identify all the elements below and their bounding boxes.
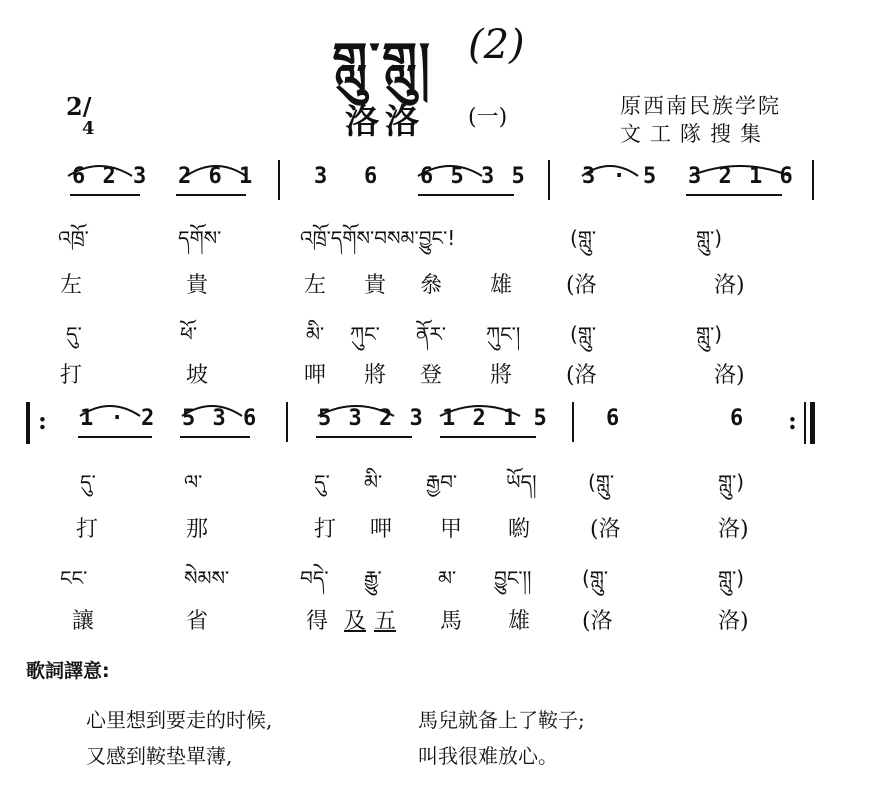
note-group: 5 3 2 3 (318, 406, 425, 431)
chinese-lyric: 將 (490, 363, 513, 388)
chinese-lyric: 那 (186, 517, 209, 542)
tibetan-lyric: ཕོ་ (180, 322, 198, 346)
note-group: 2 6 1 (178, 164, 255, 189)
tibetan-lyric: (གླུ་ (588, 470, 615, 494)
chinese-lyric: 洛) (718, 517, 749, 542)
song-subtitle: (一) (468, 105, 508, 130)
tibetan-lyric: (གླུ་ (570, 322, 597, 346)
tibetan-lyric: འཁྲོ་དགོས་བསམ་བྱུང་! (300, 226, 456, 250)
tibetan-lyric: མི་ (364, 470, 383, 494)
beam-line (440, 436, 536, 438)
tibetan-lyric: རྒྱུ་ (364, 566, 382, 590)
tibetan-lyric: དུ་ (66, 322, 82, 346)
note-group: 6 2 3 (72, 164, 149, 189)
note-group: 1 · 2 (80, 406, 157, 431)
tibetan-lyric: གླུ་) (718, 470, 745, 494)
bar-line (812, 160, 814, 200)
chinese-lyric: 呷 (370, 517, 393, 542)
chinese-lyric: 打 (76, 517, 99, 542)
translation-line: 馬兒就备上了鞍子; (418, 708, 585, 732)
tibetan-lyric: དགོས་ (178, 226, 222, 250)
tibetan-lyric: དུ་ (314, 470, 330, 494)
tibetan-lyric: ཀུང་། (486, 322, 521, 346)
chinese-lyric: 雄 (508, 609, 531, 634)
chinese-lyric: (洛 (566, 363, 597, 388)
chinese-lyric: 打 (60, 363, 83, 388)
chinese-lyric: 省 (186, 609, 209, 634)
beam-line (686, 194, 782, 196)
bar-line (286, 402, 288, 442)
chinese-lyric: 貴 (364, 273, 387, 298)
time-denominator: 4 (82, 118, 95, 139)
repeat-end-bar-thick (810, 402, 815, 444)
tibetan-title: གླུ་གླུ། (332, 31, 432, 90)
repeat-end-bar-thin (804, 402, 806, 444)
bar-line (278, 160, 280, 200)
chinese-lyric: 打 (314, 517, 337, 542)
tibetan-lyric: རྒྱབ་ (426, 470, 458, 494)
note: 6 (730, 406, 746, 431)
note-group: 3 2 1 6 (688, 164, 795, 189)
beam-line (180, 436, 250, 438)
note: 6 (606, 406, 622, 431)
bar-line (548, 160, 550, 200)
time-numerator: 2 (66, 92, 83, 121)
tibetan-lyric: གླུ་) (718, 566, 745, 590)
tibetan-lyric: ལ་ (184, 470, 203, 494)
chinese-lyric: 左 (304, 273, 327, 298)
note-group: 1 2 1 5 (442, 406, 549, 431)
tibetan-lyric: དུ་ (80, 470, 96, 494)
chinese-lyric: (洛 (582, 609, 613, 634)
beam-line (70, 194, 140, 196)
song-number: (2) (468, 22, 525, 68)
repeat-dots: : (38, 406, 47, 435)
tibetan-lyric: (གླུ་ (570, 226, 597, 250)
collector-line-1: 原西南民族学院 (620, 94, 781, 118)
note-group: 5 3 6 (182, 406, 259, 431)
tibetan-lyric: (གླུ་ (582, 566, 609, 590)
note-group: 6 5 3 5 (420, 164, 527, 189)
chinese-lyric: 坡 (186, 363, 209, 388)
tibetan-lyric: ཡོད། (506, 470, 537, 494)
tibetan-lyric: འཁྲོ་ (58, 226, 89, 250)
chinese-lyric: 叅 (420, 273, 443, 298)
chinese-lyric: 洛) (714, 363, 745, 388)
chinese-lyric: 及 (344, 609, 367, 634)
chinese-lyric: 馬 (440, 609, 463, 634)
tibetan-lyric: ངང་ (60, 566, 88, 590)
note: 3 (314, 164, 330, 189)
beam-line (78, 436, 152, 438)
translation-line: 叫我很难放心。 (418, 744, 558, 768)
song-title: 洛洛 (345, 102, 425, 142)
chinese-lyric: 登 (420, 363, 443, 388)
tibetan-lyric: བྱུང་།། (494, 566, 532, 590)
chinese-lyric: 洛) (714, 273, 745, 298)
repeat-end-dots: : (788, 406, 797, 435)
chinese-lyric: 洛) (718, 609, 749, 634)
chinese-lyric: (洛 (566, 273, 597, 298)
chinese-lyric: 呷 (304, 363, 327, 388)
chinese-lyric: 左 (60, 273, 83, 298)
bar-line (572, 402, 574, 442)
chinese-lyric: 得 (306, 609, 329, 634)
repeat-start-bar (26, 402, 30, 444)
chinese-lyric: 將 (364, 363, 387, 388)
chinese-lyric: 貴 (186, 273, 209, 298)
tibetan-lyric: མི་ (306, 322, 325, 346)
translation-heading: 歌詞譯意: (26, 660, 110, 682)
note-group: 3 · 5 (582, 164, 659, 189)
chinese-lyric: 喲 (508, 517, 531, 542)
chinese-lyric: (洛 (590, 517, 621, 542)
chinese-lyric: 甲 (440, 517, 463, 542)
tibetan-lyric: བདེ་ (300, 566, 329, 590)
tibetan-lyric: གླུ་) (696, 322, 723, 346)
time-signature: 2/ 4 (66, 92, 95, 139)
chinese-lyric: 雄 (490, 273, 513, 298)
note: 6 (364, 164, 380, 189)
tibetan-lyric: སེམས་ (184, 566, 230, 590)
chinese-lyric: 五 (374, 609, 397, 634)
collector-credit (620, 92, 781, 148)
beam-line (316, 436, 412, 438)
translation-line: 又感到鞍垫單薄, (86, 744, 233, 768)
chinese-lyric: 讓 (72, 609, 95, 634)
tibetan-lyric: ནོར་ (416, 322, 446, 346)
translation-line: 心里想到要走的时候, (86, 708, 273, 732)
collector-line-2: 文工隊搜集 (620, 122, 770, 146)
beam-line (176, 194, 246, 196)
beam-line (418, 194, 514, 196)
tibetan-lyric: མ་ (438, 566, 457, 590)
tibetan-lyric: གླུ་) (696, 226, 723, 250)
tibetan-lyric: ཀུང་ (350, 322, 380, 346)
